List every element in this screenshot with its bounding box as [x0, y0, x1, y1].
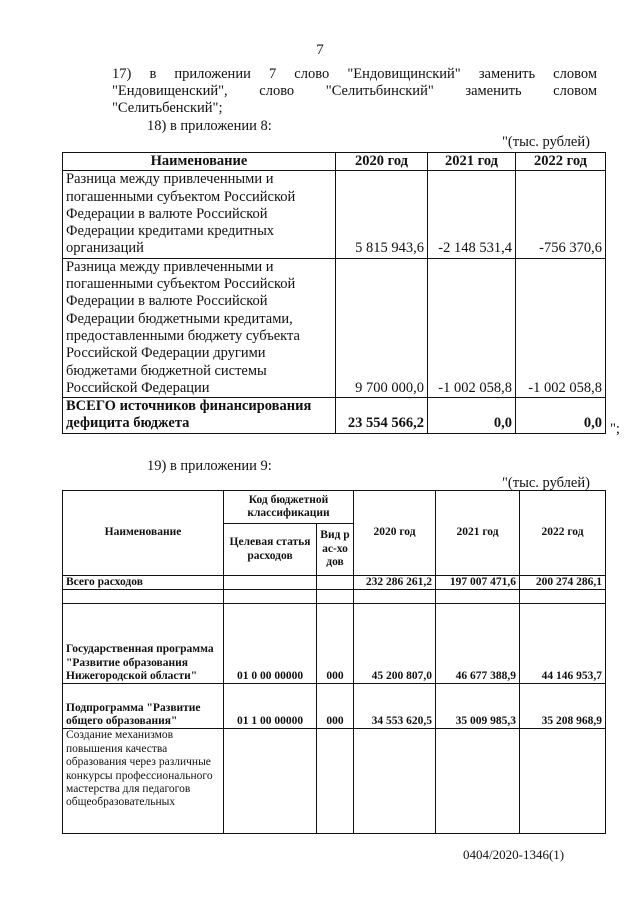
row-type: 000 [317, 684, 354, 729]
col-header-code-group: Код бюджетной классификации [224, 491, 354, 524]
col-header-2021: 2021 год [436, 491, 520, 576]
units-label-8: "(тыс. рублей) [502, 134, 590, 150]
row-target: 01 1 00 00000 [224, 684, 317, 729]
row-value-2020: 5 815 943,6 [336, 171, 428, 258]
row-value-2022: 44 146 953,7 [520, 604, 606, 684]
row-name: Создание механизмов повышения качества образования через различные конкурсы профессионального мастерства для педагогов общеобразовательных [63, 729, 224, 834]
col-header-2022: 2022 год [516, 153, 606, 171]
row-value-2020: 45 200 807,0 [354, 604, 436, 684]
table-header-row [63, 491, 606, 524]
col-header-2020: 2020 год [336, 153, 428, 171]
row-value-2021: 46 677 388,9 [436, 604, 520, 684]
appendix9-table [62, 490, 606, 834]
row-value-2021 [436, 729, 520, 834]
item17-line2: "Ендовищенский", слово "Селитьбинский" заменить словом [112, 83, 597, 99]
table-row [63, 258, 606, 397]
total-target [224, 576, 317, 590]
total-value-2022: 0,0 [516, 398, 606, 434]
row-value-2022: -1 002 058,8 [516, 258, 606, 397]
row-target: 01 0 00 00000 [224, 604, 317, 684]
table-row [63, 684, 606, 729]
item19-heading: 19) в приложении 9: [147, 458, 272, 474]
document-id: 0404/2020-1346(1) [463, 847, 565, 862]
total-value-2021: 197 007 471,6 [436, 576, 520, 590]
row-value-2021: -1 002 058,8 [428, 258, 516, 397]
total-type [317, 576, 354, 590]
total-value-2020: 23 554 566,2 [336, 398, 428, 434]
row-name: Государственная программа "Развитие образования Нижегородской области" [63, 604, 224, 684]
row-name: Подпрограмма "Развитие общего образования" [63, 684, 224, 729]
col-header-target: Целевая статья расходов [224, 524, 317, 576]
col-header-name: Наименование [63, 153, 336, 171]
row-value-2020: 9 700 000,0 [336, 258, 428, 397]
item18-heading: 18) в приложении 8: [147, 118, 272, 134]
row-value-2022: -756 370,6 [516, 171, 606, 258]
table-header-row [63, 153, 606, 171]
row-type [317, 729, 354, 834]
row-value-2022: 35 208 968,9 [520, 684, 606, 729]
table-total-row [63, 576, 606, 590]
table-row [63, 604, 606, 684]
col-header-name: Наименование [63, 491, 224, 576]
row-name: Разница между привлеченными и погашенными субъектом Российской Федерации в валюте Российской Федерации бюджетными кредитами, предоставленными бюджету субъекта Российской Федерации другими бюджетами бюджетной системы Российской Федерации [63, 258, 336, 397]
item17-line3: "Селитьбенский"; [112, 100, 223, 116]
table-row [63, 729, 606, 834]
total-value-2022: 200 274 286,1 [520, 576, 606, 590]
row-value-2022 [520, 729, 606, 834]
appendix8-table [62, 152, 606, 434]
total-value-2021: 0,0 [428, 398, 516, 434]
row-value-2021: -2 148 531,4 [428, 171, 516, 258]
table-spacer-row [63, 590, 606, 604]
table-row [63, 171, 606, 258]
total-name: Всего расходов [63, 576, 224, 590]
page-number: 7 [316, 42, 324, 58]
table-total-row [63, 398, 606, 434]
col-header-type: Вид рас-ходов [317, 524, 354, 576]
units-label-9: "(тыс. рублей) [502, 475, 590, 491]
row-name: Разница между привлеченными и погашенными субъектом Российской Федерации в валюте Российской Федерации кредитами кредитных организаций [63, 171, 336, 258]
table8-closing: "; [610, 421, 620, 437]
total-value-2020: 232 286 261,2 [354, 576, 436, 590]
row-target [224, 729, 317, 834]
row-value-2020 [354, 729, 436, 834]
row-value-2021: 35 009 985,3 [436, 684, 520, 729]
total-name: ВСЕГО источников финансирования дефицита бюджета [63, 398, 336, 434]
col-header-2022: 2022 год [520, 491, 606, 576]
row-type: 000 [317, 604, 354, 684]
item17-line1: 17) в приложении 7 слово "Ендовищинский" заменить словом [112, 66, 597, 82]
row-value-2020: 34 553 620,5 [354, 684, 436, 729]
col-header-2021: 2021 год [428, 153, 516, 171]
col-header-2020: 2020 год [354, 491, 436, 576]
